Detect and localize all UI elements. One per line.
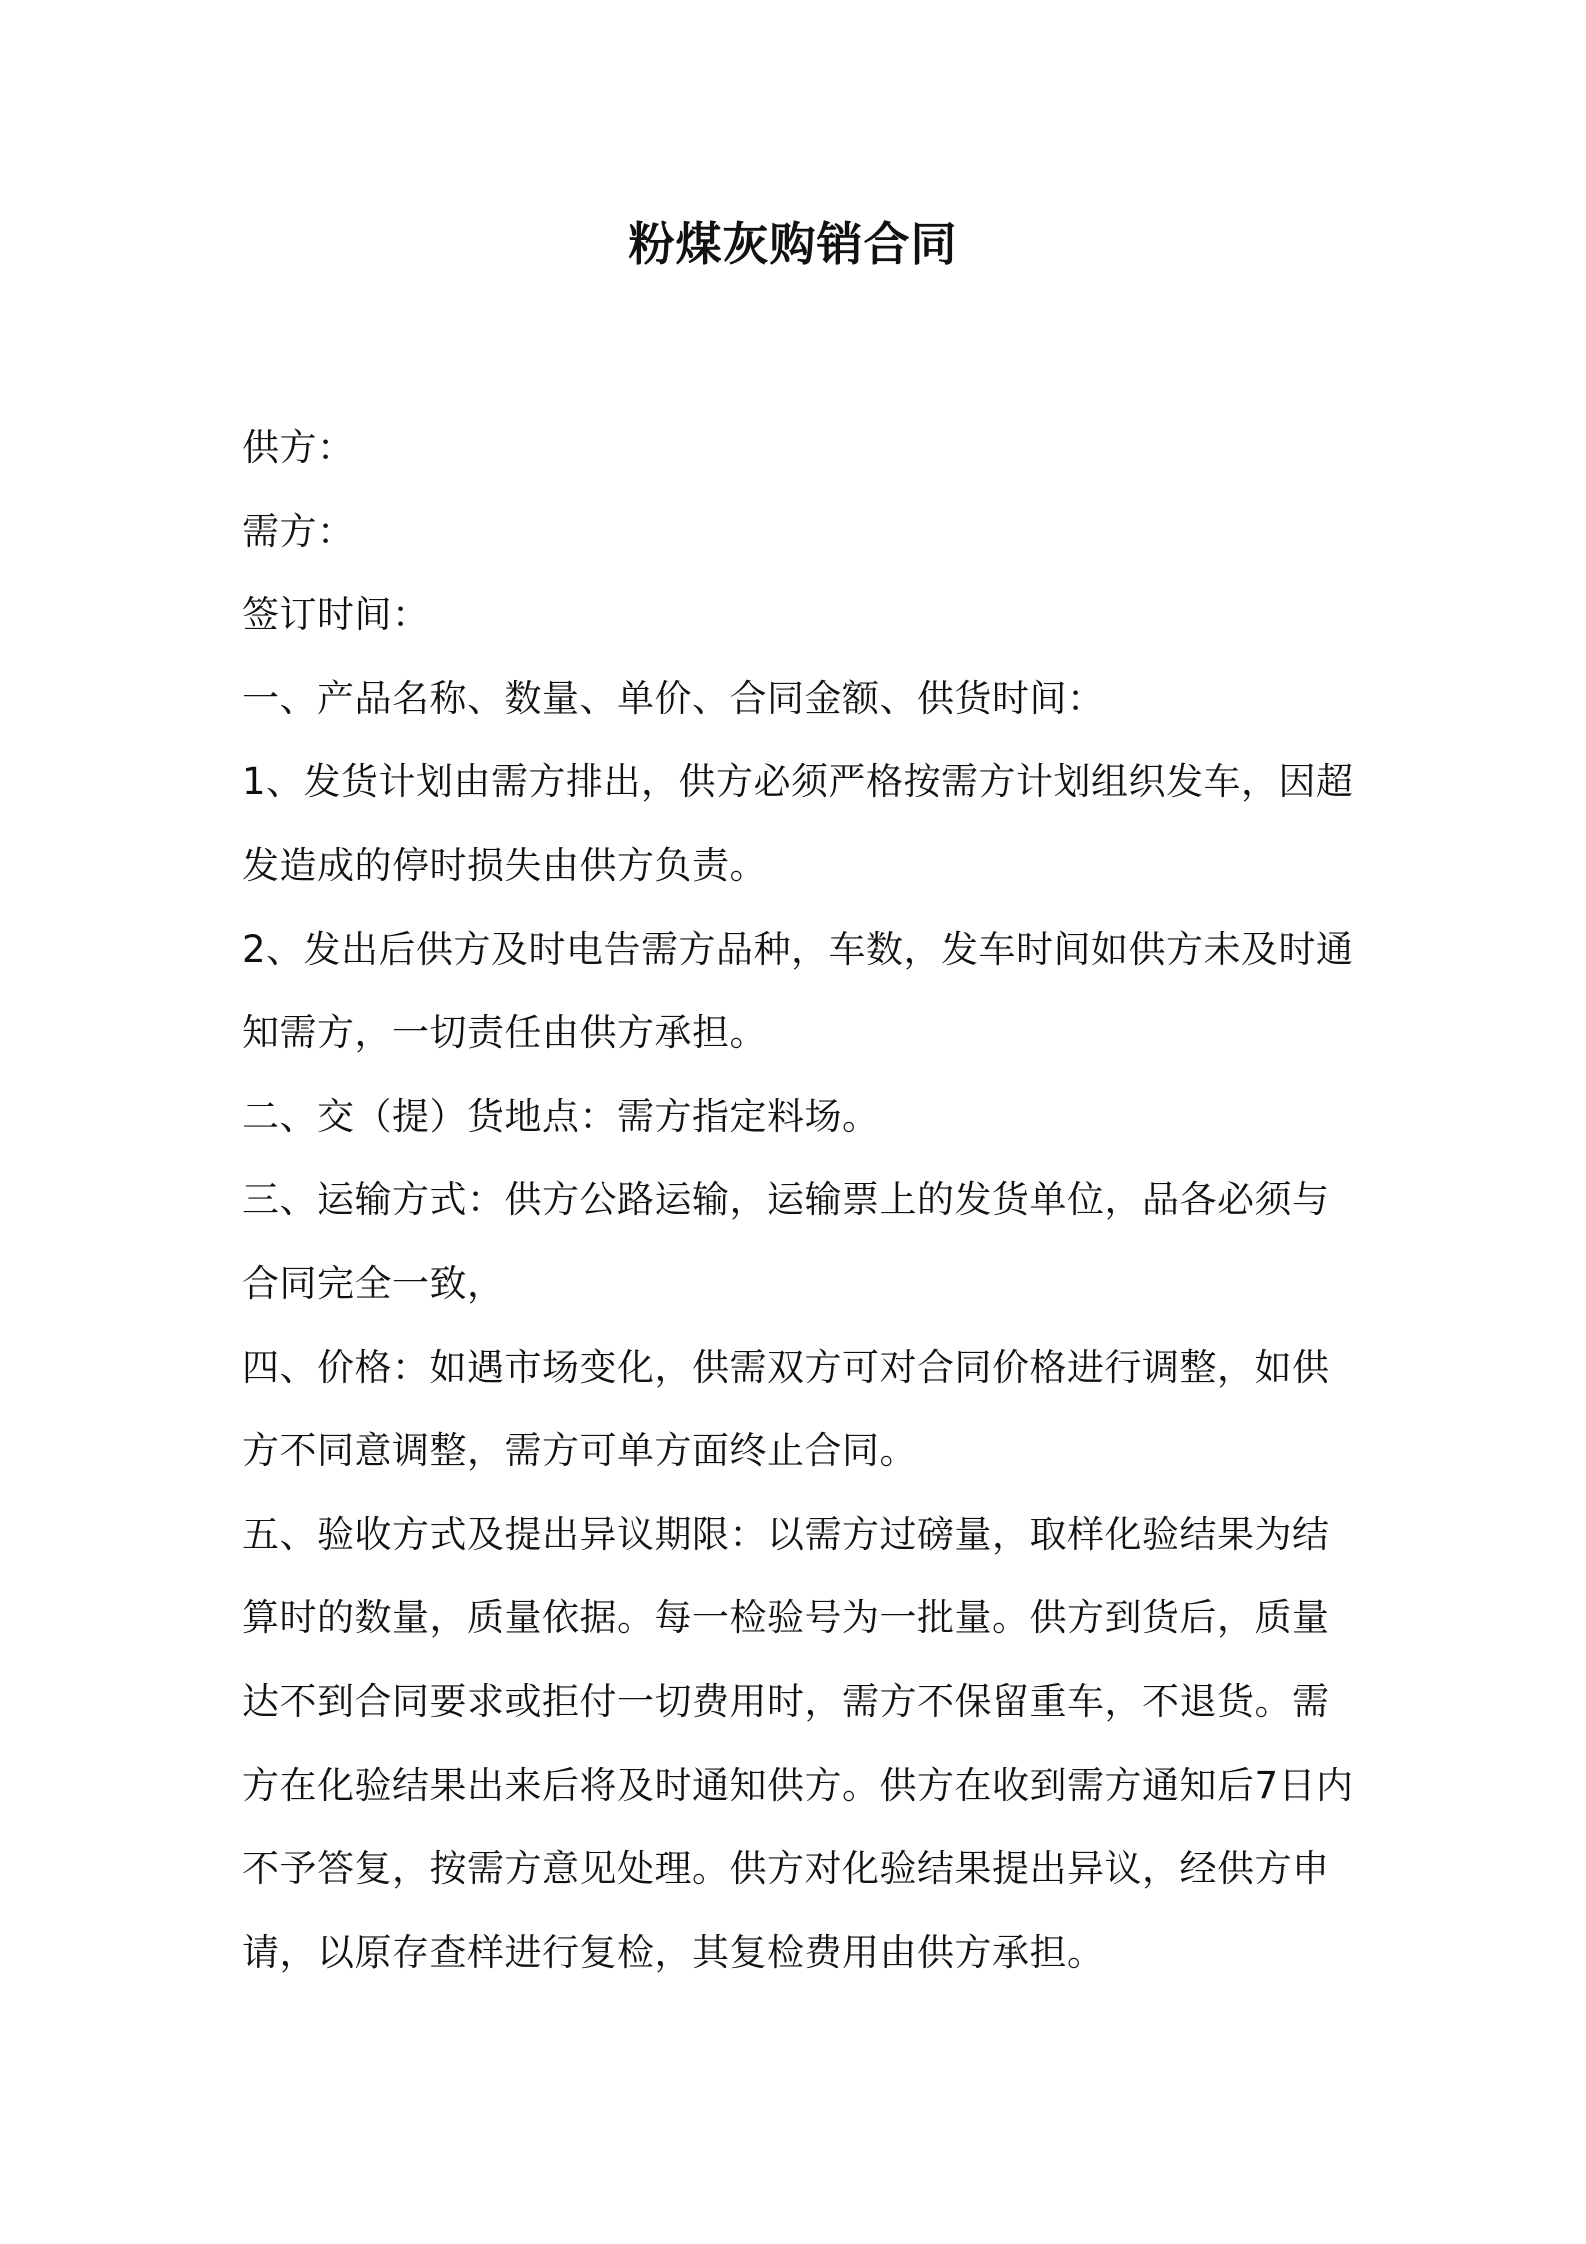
buyer-field: 需方： [242, 509, 355, 553]
clause-4: 四、价格：如遇市场变化，供需双方可对合同价格进行调整，如供方不同意调整，需方可单方面终止合同。 [242, 1345, 1330, 1473]
document-title: 粉煤灰购销合同 [628, 217, 958, 271]
clause-1-item-1: 1、发货计划由需方排出，供方必须严格按需方计划组织发车，因超发造成的停时损失由供方负责。 [242, 760, 1354, 887]
clause-2: 二、交（提）货地点：需方指定料场。 [242, 1094, 880, 1138]
clause-1-item-2: 2、发出后供方及时电告需方品种，车数，发车时间如供方未及时通知需方，一切责任由供方承担。 [242, 927, 1354, 1055]
clause-3: 三、运输方式：供方公路运输，运输票上的发货单位，品各必须与合同完全一致， [242, 1178, 1330, 1305]
signing-time-field: 签订时间： [242, 593, 430, 637]
clause-1-heading: 一、产品名称、数量、单价、合同金额、供货时间： [242, 676, 1105, 720]
clause-5: 五、验收方式及提出异议期限：以需方过磅量，取样化验结果为结算时的数量，质量依据。每一检验号为一批量。供方到货后，质量达不到合同要求或拒付一切费用时，需方不保留重车，不退货。需方在化验结果出来后将及时通知供方。供方在收到需方通知后7日内不予答复，按需方意见处理。供方对化验结果提出异议，经供方申请，以原存查样进行复检，其复检费用由供方承担。 [242, 1512, 1354, 1974]
supplier-field: 供方： [242, 426, 355, 469]
document-body [242, 406, 1357, 1994]
